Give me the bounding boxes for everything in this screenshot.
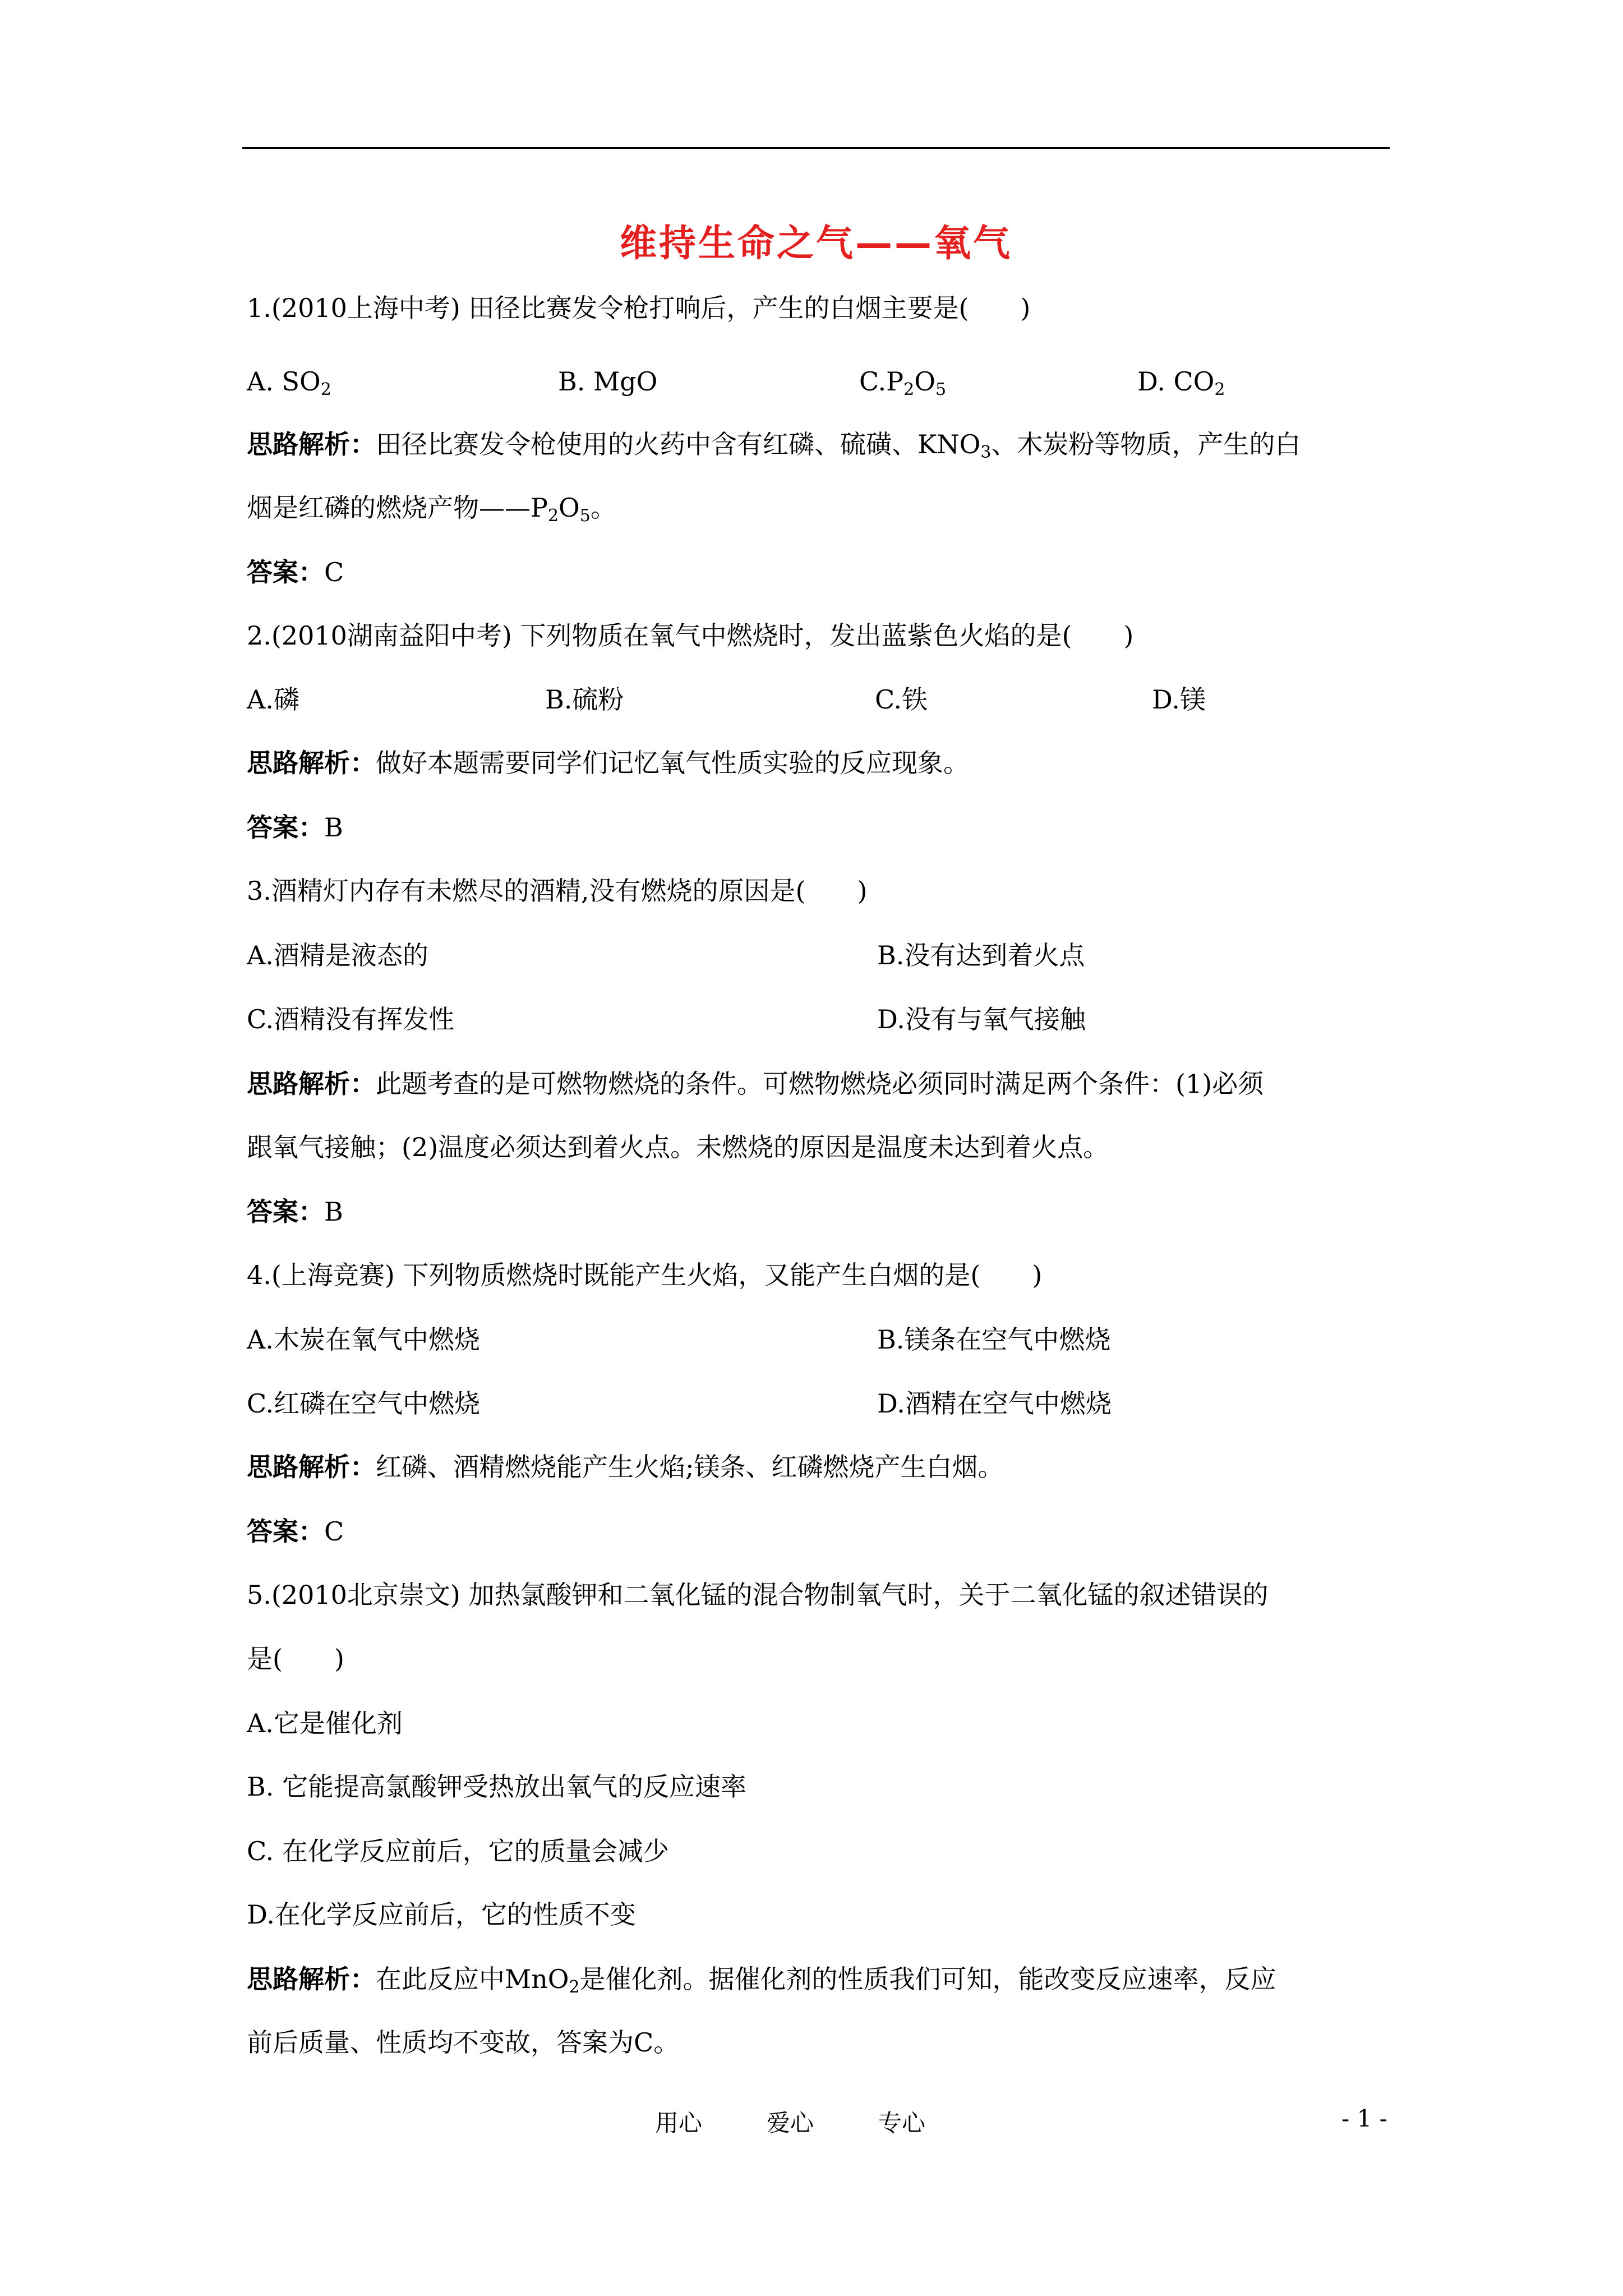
- option-a: A.酒精是液态的: [247, 940, 428, 970]
- page-number: - 1 -: [1341, 2105, 1387, 2132]
- question-5-option-b: B. 它能提高氯酸钾受热放出氧气的反应速率: [247, 1772, 747, 1802]
- footer-motto-3: 专心: [878, 2109, 926, 2137]
- question-3-stem: 3.酒精灯内存有未燃尽的酒精,没有燃烧的原因是( ): [247, 876, 868, 906]
- option-a: A. $SO_2$: [247, 366, 331, 399]
- option-b: B.硫粉: [545, 684, 624, 715]
- question-4-answer: 答案：C: [247, 1516, 344, 1547]
- footer-motto-2: 爱心: [767, 2109, 814, 2137]
- option-c: $C.P_2O_5$: [859, 366, 947, 399]
- option-c: C.铁: [875, 684, 928, 715]
- question-2-stem: 2.(2010湖南益阳中考) 下列物质在氧气中燃烧时，发出蓝紫色火焰的是( ): [247, 620, 1134, 651]
- question-4-stem: 4.(上海竞赛) 下列物质燃烧时既能产生火焰，又能产生白烟的是( ): [247, 1260, 1043, 1290]
- option-d: D.没有与氧气接触: [877, 1004, 1086, 1034]
- header-rule: [242, 147, 1390, 149]
- option-d: D.镁: [1152, 684, 1206, 715]
- page-title: 维持生命之气——氧气: [620, 222, 1012, 265]
- question-5-analysis: 思路解析：在此反应中MnO$_2$是催化剂。据催化剂的性质我们可知，能改变反应速率，反应: [247, 1964, 1276, 1997]
- option-c: C.酒精没有挥发性: [247, 1004, 455, 1034]
- question-4-analysis: 思路解析：红磷、酒精燃烧能产生火焰;镁条、红磷燃烧产生白烟。: [247, 1452, 1004, 1482]
- question-5-option-c: C. 在化学反应前后，它的质量会减少: [247, 1836, 669, 1866]
- option-d: D.酒精在空气中燃烧: [877, 1388, 1112, 1419]
- question-3-analysis-cont: 跟氧气接触；(2)温度必须达到着火点。未燃烧的原因是温度未达到着火点。: [247, 1132, 1109, 1162]
- question-1-analysis: 思路解析：田径比赛发令枪使用的火药中含有红磷、硫磺、$KNO_3$、木炭粉等物质，产生的白: [247, 429, 1301, 462]
- option-b: B.没有达到着火点: [877, 940, 1085, 970]
- question-5-stem-cont: 是( ): [247, 1644, 344, 1674]
- option-a: A.木炭在氧气中燃烧: [247, 1324, 480, 1355]
- option-a: A.磷: [247, 684, 299, 715]
- question-2-analysis: 思路解析：做好本题需要同学们记忆氧气性质实验的反应现象。: [247, 748, 969, 778]
- question-3-answer: 答案：B: [247, 1197, 343, 1227]
- question-5-stem: 5.(2010北京崇文) 加热氯酸钾和二氧化锰的混合物制氧气时，关于二氧化锰的叙述错误的: [247, 1580, 1269, 1610]
- question-1-analysis-cont: 烟是红磷的燃烧产物$——P_2O_5$。: [247, 493, 616, 526]
- footer-motto-1: 用心: [655, 2109, 703, 2137]
- question-2-answer: 答案：B: [247, 812, 343, 843]
- option-d: D. $CO_2$: [1137, 366, 1225, 399]
- option-c: C.红磷在空气中燃烧: [247, 1388, 481, 1419]
- option-b: B. MgO: [558, 366, 658, 397]
- question-5-option-a: A.它是催化剂: [247, 1708, 403, 1738]
- question-1-answer: 答案：C: [247, 557, 344, 587]
- question-3-analysis: 思路解析：此题考查的是可燃物燃烧的条件。可燃物燃烧必须同时满足两个条件：(1)必须: [247, 1069, 1264, 1099]
- question-5-analysis-cont: 前后质量、性质均不变故，答案为C。: [247, 2027, 680, 2058]
- question-1-stem: 1.(2010上海中考) 田径比赛发令枪打响后，产生的白烟主要是( ): [247, 293, 1031, 323]
- option-b: B.镁条在空气中燃烧: [877, 1324, 1111, 1355]
- question-5-option-d: D.在化学反应前后，它的性质不变: [247, 1899, 636, 1930]
